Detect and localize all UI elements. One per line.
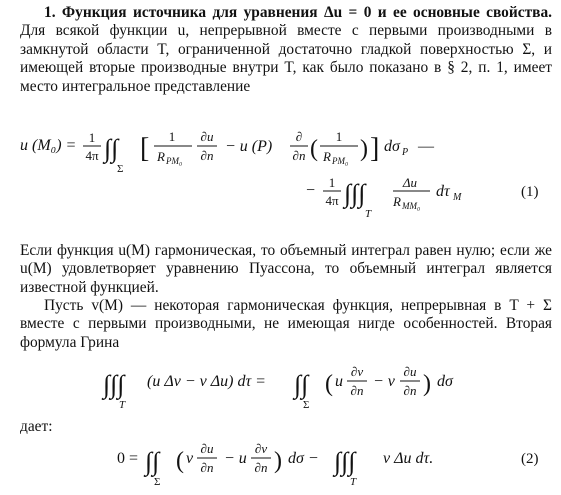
eq1b-frac-num: Δu (402, 175, 418, 190)
eq2-paren-close: ) (274, 448, 282, 474)
paragraph-3 (20, 297, 552, 352)
eq2-dv-den: ∂n (254, 460, 268, 475)
eq1-frac1-num: 1 (88, 130, 96, 145)
eq1-minus-u-p: − u (P) (225, 138, 273, 155)
eq1-bracket-close: ] (370, 133, 380, 164)
eq1b-dtau-sub: M (453, 192, 462, 203)
eq1b-sub-t: T (365, 208, 372, 220)
eq1-frac3-num: 1 (335, 129, 343, 144)
green-lhs-body: (u Δv − v Δu) dτ = (147, 373, 266, 390)
equation-2 (117, 441, 539, 488)
eq2-double-integral: ∫∫ (145, 447, 160, 476)
eq2-tail: v Δu dτ. (383, 450, 434, 467)
green-dv-den: ∂n (350, 383, 364, 398)
green-triple-integral: ∫∫∫ (103, 370, 125, 399)
eq1b-frac1-den: 4π (325, 193, 339, 208)
green-u: u (335, 373, 343, 390)
green-paren-open: ( (325, 371, 333, 397)
green-paren-close: ) (423, 371, 431, 397)
green-double-integral: ∫∫ (294, 370, 309, 399)
eq1b-frac-den: R (393, 194, 401, 209)
green-formula (101, 364, 454, 411)
green-du-num: ∂u (403, 364, 417, 379)
eq1-frac2-den-sub: PM₀ (166, 156, 183, 166)
eq1-dsigma: dσ (384, 138, 400, 155)
green-dv-num: ∂v (350, 364, 364, 379)
eq1-sub-sigma: Σ (117, 163, 124, 175)
eq2-du-num: ∂u (200, 441, 214, 456)
eq1b-dtau: dτ (436, 183, 450, 200)
eq1b-minus: − (306, 182, 316, 199)
eq1-lhs: u (M₀) = (20, 137, 77, 154)
paragraph-2 (20, 242, 552, 297)
equation-1-line-1 (20, 129, 435, 175)
green-minus-v: − v (373, 373, 395, 390)
equation-1-number: (1) (521, 184, 539, 200)
eq1-trailing-minus: — (418, 138, 434, 155)
eq1-paren-close: ) (360, 136, 368, 162)
eq1-paren-open: ( (310, 136, 318, 162)
eq1b-frac-den-sub: MM₀ (402, 201, 421, 211)
paragraph-2-text: Если функция u(M) гармоническая, то объемный интеграл равен нулю; если же u(M) удовлетворяет уравнению Пуассона, то объемный интеграл является известной функцией. (20, 242, 552, 296)
eq1b-triple-integral: ∫∫∫ (344, 179, 366, 208)
gives-text: дает: (20, 418, 53, 435)
eq1-frac3-den: R (323, 149, 331, 164)
section-heading: 1. Функция источника для уравнения Δu = 0 и ее основные свойства. (44, 4, 552, 21)
green-du-den: ∂n (403, 383, 417, 398)
eq1-frac1-den: 4π (85, 148, 99, 163)
eq1-double-integral: ∫∫ (104, 134, 119, 163)
gives-label (20, 418, 100, 436)
eq2-du-den: ∂n (200, 460, 214, 475)
eq1-partial-den: ∂n (292, 148, 306, 163)
eq1-frac2-den: R (157, 149, 165, 164)
eq2-v: v (186, 450, 194, 467)
equation-1-line-2 (306, 175, 539, 220)
paragraph-3-text: Пусть v(M) — некоторая гармоническая функция, непрерывная в T + Σ вместе с первыми производными, не имеющая нигде особенностей. Вторая формула Грина (20, 297, 552, 351)
eq2-paren-open: ( (176, 448, 184, 474)
eq1-deriv-num: ∂u (200, 129, 214, 144)
paragraph-1-text: Для всякой функции u, непрерывной вместе с первыми производными в замкнутой области T, ограниченной достаточно гладкой поверхностью Σ, и имеющей вторые производные внутри T, как было показано в § 2, п. 1, имеет место интегральное представление (20, 22, 552, 95)
equation-2-number: (2) (521, 451, 539, 467)
eq2-sub-sigma: Σ (154, 476, 161, 488)
eq2-minus-u: − u (224, 450, 247, 467)
eq1-frac2-num: 1 (168, 129, 176, 144)
eq2-dv-num: ∂v (254, 441, 268, 456)
green-sub-t: T (119, 399, 126, 411)
eq1-frac3-den-sub: PM₀ (332, 156, 349, 166)
eq2-triple-integral: ∫∫∫ (334, 447, 356, 476)
eq1-deriv-den: ∂n (200, 148, 214, 163)
eq1-partial-num: ∂ (295, 129, 303, 144)
green-dsigma: dσ (437, 373, 453, 390)
eq2-zero-eq: 0 = (117, 450, 139, 467)
eq1-bracket-open: [ (140, 133, 150, 164)
eq1-dsigma-sub: P (402, 147, 409, 158)
green-sub-sigma: Σ (303, 399, 310, 411)
eq2-dsigma-minus: dσ − (288, 450, 319, 467)
eq1b-frac1-num: 1 (328, 175, 336, 190)
eq2-sub-t: T (350, 476, 357, 488)
